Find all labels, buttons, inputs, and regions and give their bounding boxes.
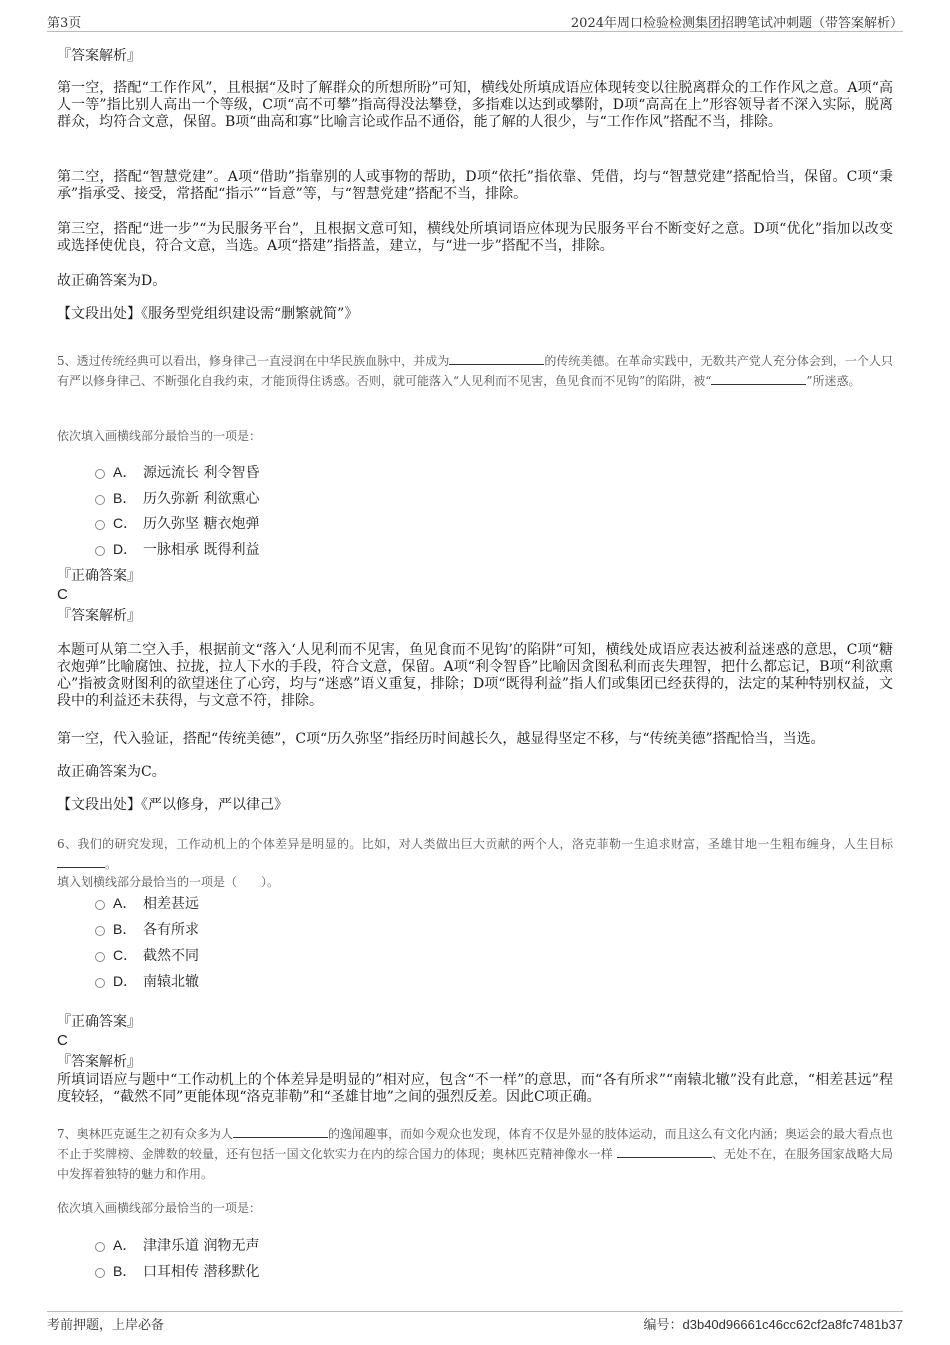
- option-letter: D．: [113, 541, 138, 557]
- question-5-text-b: 的传统美德。在革命实践中，无数共产党人充分体会到，一个人只有严以修身律己、不断强化自我约束，才能顶得住诱惑。否则，就可能落入“人见利而不见害，鱼见食而不见钩”的陷阱，被“: [57, 354, 893, 388]
- radio-icon[interactable]: [95, 952, 105, 962]
- source-citation: 【文段出处】《服务型党组织建设需“删繁就简”》: [57, 306, 359, 322]
- option-c[interactable]: [95, 513, 259, 533]
- option-letter: C．: [113, 515, 138, 531]
- option-letter: B．: [113, 1263, 137, 1279]
- option-b[interactable]: [95, 919, 199, 939]
- radio-icon[interactable]: [95, 900, 105, 910]
- radio-icon[interactable]: [95, 926, 105, 936]
- document-code: [644, 1314, 904, 1333]
- radio-icon[interactable]: [95, 1268, 105, 1278]
- option-letter: B．: [113, 921, 137, 937]
- source-citation: 【文段出处】《严以修身，严以律己》: [57, 797, 288, 813]
- question-6-text-b: 。: [105, 857, 118, 871]
- option-text: 各有所求: [143, 922, 199, 938]
- analysis-tag: 『答案解析』: [57, 608, 141, 624]
- code-value: d3b40d96661c46cc62cf2a8fc7481b37: [682, 1317, 903, 1332]
- option-b[interactable]: [95, 1261, 259, 1281]
- analysis-tag: 『答案解析』: [57, 1054, 141, 1070]
- option-a[interactable]: [95, 893, 199, 913]
- question-6-text-a: 6、我们的研究发现，工作动机上的个体差异是明显的。比如，对人类做出巨大贡献的两个人，洛克菲勒一生追求财富，圣雄甘地一生粗布缠身，人生目标: [57, 837, 893, 851]
- answer-blank: [449, 351, 544, 365]
- option-a[interactable]: [95, 1235, 259, 1255]
- question-7-text-b: 的逸闻趣事，而如今观众也发现，体育不仅是外显的肢体运动，而且这么有文化内涵；奥运会的最大看点也不止于奖牌榜、金牌数的较量，还有包括一国文化软实力在内的综合国力的体现；奥林匹克精神像水一样: [57, 1127, 893, 1161]
- option-text: 截然不同: [143, 948, 199, 964]
- question-7-prompt: 依次填入画横线部分最恰当的一项是：: [57, 1201, 262, 1215]
- document-title: 2024年周口检验检测集团招聘笔试冲刺题（带答案解析）: [570, 16, 903, 31]
- option-d[interactable]: [95, 539, 259, 559]
- correct-answer: C: [57, 1032, 68, 1049]
- radio-icon[interactable]: [95, 546, 105, 556]
- question-7-text-c: 、无处不在，在服务国家战略大局中发挥着独特的魅力和作用。: [57, 1147, 893, 1181]
- analysis-paragraph-1: 本题可从第二空入手，根据前文“落入‘人见利而不见害，鱼见食而不见钩’的陷阱”可知，横线处成语应表达被利益迷惑的意思，C项“糖衣炮弹”比喻腐蚀、拉拢，拉人下水的手段，符合文意，保留。A项“利令智昏”比喻因贪图私利而丧失理智，把什么都忘记，B项“利欲熏心”指被贪财图利的欲望迷住了心窍，均与“迷惑”语义重复，排除；D项“既得利益”指人们或集团已经获得的，法定的某种特别权益，文段中的利益还未获得，与文意不符，排除。: [57, 642, 893, 709]
- option-letter: A．: [113, 464, 137, 480]
- question-5-text-c: ”所迷惑。: [806, 374, 861, 388]
- option-letter: B．: [113, 490, 137, 506]
- analysis-paragraph-2: 第二空，搭配“智慧党建”。A项“借助”指靠别的人或事物的帮助，D项“依托”指依靠、凭借，均与“智慧党建”搭配恰当，保留。C项“秉承”指承受、接受，常搭配“指示”“旨意”等，与“智慧党建”搭配不当，排除。: [57, 169, 893, 202]
- page-number: 第3页: [47, 16, 82, 31]
- option-letter: C．: [113, 947, 138, 963]
- analysis-tag: 『答案解析』: [57, 48, 141, 64]
- question-7-stem: [57, 1124, 893, 1184]
- answer-blank: [233, 1124, 328, 1138]
- answer-conclusion: 故正确答案为C。: [57, 764, 166, 780]
- analysis-paragraph-2: 第一空，代入验证，搭配“传统美德”，C项“历久弥坚”指经历时间越长久，越显得坚定不移，与“传统美德”搭配恰当，当选。: [57, 731, 825, 747]
- correct-answer-tag: 『正确答案』: [57, 1014, 141, 1030]
- answer-blank: [57, 854, 105, 868]
- header-divider: [47, 31, 903, 32]
- correct-answer-tag: 『正确答案』: [57, 568, 141, 584]
- footer-slogan: 考前押题，上岸必备: [47, 1318, 165, 1333]
- question-7-text-a: 7、奥林匹克诞生之初有众多为人: [57, 1127, 233, 1141]
- option-text: 历久弥坚 糖衣炮弹: [143, 516, 260, 532]
- option-text: 相差甚远: [143, 896, 199, 912]
- analysis-paragraph: 所填词语应与题中“工作动机上的个体差异是明显的”相对应，包含“不一样”的意思，而“各有所求”“南辕北辙”没有此意，“相差甚远”程度较轻，“截然不同”更能体现“洛克菲勒”和“圣雄甘地”之间的强烈反差。因此C项正确。: [57, 1072, 893, 1105]
- radio-icon[interactable]: [95, 495, 105, 505]
- option-c[interactable]: [95, 945, 199, 965]
- analysis-paragraph-1: 第一空，搭配“工作作风”，且根据“及时了解群众的所想所盼”可知，横线处所填成语应体现转变以往脱离群众的工作作风之意。A项“高人一等”指比别人高出一个等级，C项“高不可攀”指高得没法攀登，多指难以达到或攀附，D项“高高在上”形容领导者不深入实际，脱离群众，均符合文意，保留。B项“曲高和寡”比喻言论或作品不通俗，能了解的人很少，与“工作作风”搭配不当，排除。: [57, 80, 893, 130]
- question-5-stem: [57, 351, 893, 391]
- question-6-stem: [57, 834, 893, 874]
- option-text: 南辕北辙: [143, 974, 199, 990]
- question-6-prompt: 填入划横线部分最恰当的一项是（ ）。: [57, 875, 280, 889]
- radio-icon[interactable]: [95, 978, 105, 988]
- answer-blank: [617, 1144, 712, 1158]
- option-text: 历久弥新 利欲熏心: [143, 491, 260, 507]
- radio-icon[interactable]: [95, 1242, 105, 1252]
- footer-divider: [47, 1311, 903, 1312]
- option-b[interactable]: [95, 488, 259, 508]
- option-letter: A．: [113, 1237, 137, 1253]
- answer-conclusion: 故正确答案为D。: [57, 273, 167, 289]
- radio-icon[interactable]: [95, 520, 105, 530]
- option-text: 津津乐道 润物无声: [143, 1238, 260, 1254]
- analysis-paragraph-3: 第三空，搭配“进一步”“为民服务平台”，且根据文意可知，横线处所填词语应体现为民服务平台不断变好之意。D项“优化”指加以改变或选择使优良，符合文意，当选。A项“搭建”指搭盖，建立，与“进一步”搭配不当，排除。: [57, 221, 893, 254]
- option-text: 源远流长 利令智昏: [143, 465, 260, 481]
- option-a[interactable]: [95, 462, 259, 482]
- correct-answer: C: [57, 586, 68, 603]
- option-text: 口耳相传 潜移默化: [143, 1264, 260, 1280]
- question-5-text-a: 5、透过传统经典可以看出，修身律己一直浸润在中华民族血脉中，并成为: [57, 354, 450, 368]
- option-letter: A．: [113, 895, 137, 911]
- page-header: [47, 12, 903, 32]
- code-label: 编号：: [643, 1318, 683, 1333]
- option-letter: D．: [113, 973, 138, 989]
- option-text: 一脉相承 既得利益: [143, 542, 260, 558]
- radio-icon[interactable]: [95, 469, 105, 479]
- answer-blank: [711, 371, 806, 385]
- question-5-prompt: 依次填入画横线部分最恰当的一项是：: [57, 429, 262, 443]
- option-d[interactable]: [95, 971, 199, 991]
